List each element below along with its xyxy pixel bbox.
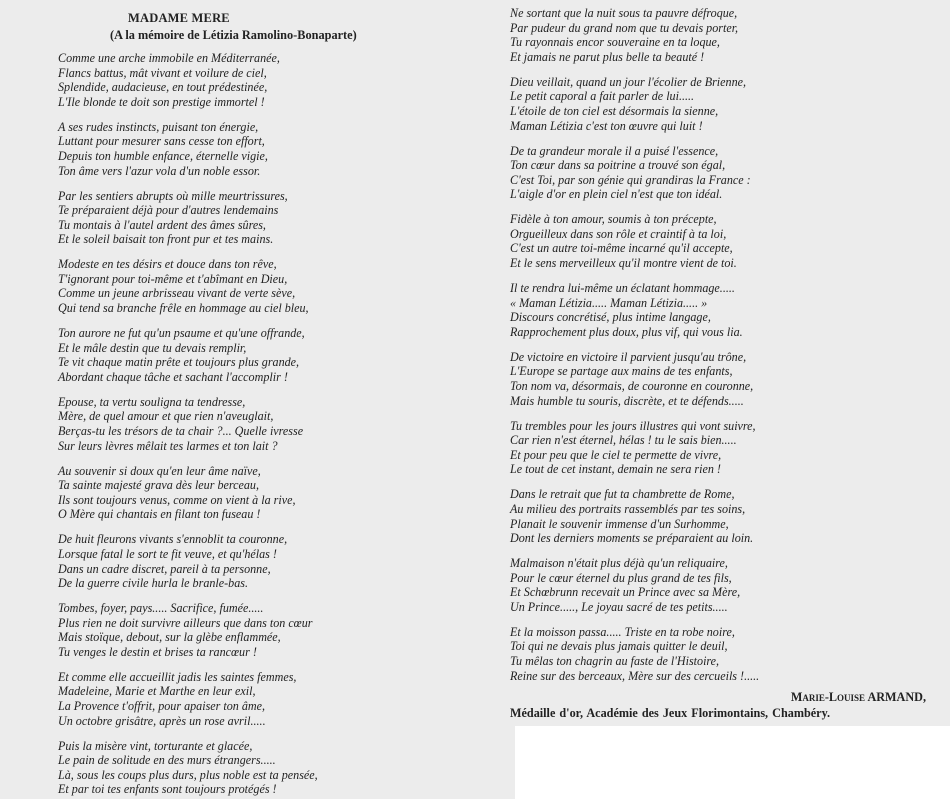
stanza xyxy=(58,257,318,315)
verse-line: Te vit chaque matin prête et toujours plus grande, xyxy=(58,355,300,370)
verse-line: T'ignorant pour toi-même et t'abîmant en Dieu, xyxy=(58,271,288,286)
verse-line: Ils sont toujours venus, comme on vient à la rive, xyxy=(58,492,296,507)
verse-line: Tu montais à l'autel ardent des âmes sûres, xyxy=(58,217,266,232)
verse-line: Flancs battus, mât vivant et voilure de ciel, xyxy=(58,65,267,80)
verse-line: Tombes, foyer, pays..... Sacrifice, fumée..... xyxy=(58,601,264,616)
verse-line: Ne sortant que la nuit sous ta pauvre défroque, xyxy=(510,6,738,20)
verse-line: Par les sentiers abrupts où mille meurtrissures, xyxy=(58,188,288,203)
verse-line: C'est Toi, par son génie qui grandiras la France : xyxy=(510,172,751,187)
verse-line: Et par toi tes enfants sont toujours protégés ! xyxy=(58,782,277,797)
stanza xyxy=(510,419,940,477)
verse-line: Toi qui ne devais plus jamais quitter le deuil, xyxy=(510,639,728,654)
verse-line: Dieu veillait, quand un jour l'écolier de Brienne, xyxy=(510,74,747,89)
verse-line: Mère, de quel amour et que rien n'aveuglait, xyxy=(58,409,274,424)
verse-line: Berças-tu les trésors de ta chair ?... Quelle ivresse xyxy=(58,424,304,439)
verse-line: Splendide, audacieuse, en tout prédestinée, xyxy=(58,80,268,95)
verse-line: L'Europe se partage aux mains de tes enfants, xyxy=(510,364,733,379)
verse-line: Car rien n'est éternel, hélas ! tu le sais bien..... xyxy=(510,433,737,448)
stanza xyxy=(510,144,940,202)
verse-line: Au souvenir si doux qu'en leur âme naïve, xyxy=(58,463,261,478)
verse-line: Sur leurs lèvres mêlait tes larmes et ton lait ? xyxy=(58,438,278,453)
verse-line: Et pour peu que le ciel te permette de vivre, xyxy=(510,447,722,462)
verse-line: Un Prince....., Le joyau sacré de tes petits..... xyxy=(510,599,728,614)
verse-line: L'Ile blonde te doit son prestige immortel ! xyxy=(58,94,265,109)
poem-title: MADAME MERE xyxy=(128,11,230,25)
stanza xyxy=(510,350,940,408)
verse-line: Maman Létizia c'est ton œuvre qui luit ! xyxy=(510,118,703,133)
left-stanzas xyxy=(58,51,318,799)
stanza xyxy=(510,556,940,614)
verse-line: De victoire en victoire il parvient jusqu'au trône, xyxy=(510,349,747,364)
verse-line: Planait le souvenir immense d'un Surhomme, xyxy=(510,516,729,531)
verse-line: Dans un cadre discret, pareil à ta personne, xyxy=(58,561,271,576)
stanza xyxy=(58,532,318,590)
verse-line: Rapprochement plus doux, plus vif, qui vous lia. xyxy=(510,324,743,339)
verse-line: Fidèle à ton amour, soumis à ton précepte, xyxy=(510,212,717,227)
verse-line: Et la moisson passa..... Triste en ta robe noire, xyxy=(510,624,735,639)
verse-line: C'est un autre toi-même incarné qu'il accepte, xyxy=(510,241,733,256)
right-column xyxy=(510,6,940,720)
verse-line: Depuis ton humble enfance, éternelle vigie, xyxy=(58,148,268,163)
stanza xyxy=(58,120,318,178)
stanza xyxy=(58,601,318,659)
verse-line: Lorsque fatal le sort te fit veuve, et qu'hélas ! xyxy=(58,546,277,561)
verse-line: Mais stoïque, debout, sur la glèbe enflammée, xyxy=(58,630,281,645)
verse-line: Et comme elle accueillit jadis les saintes femmes, xyxy=(58,669,297,684)
stanza xyxy=(510,75,940,133)
verse-line: « Maman Létizia..... Maman Létizia..... » xyxy=(510,295,708,310)
stanza xyxy=(510,281,940,339)
verse-line: De la guerre civile hurla le branle-bas. xyxy=(58,576,248,591)
verse-line: Mais humble tu souris, discrète, et te défends..... xyxy=(510,393,744,408)
stanza xyxy=(58,739,318,797)
right-stanzas xyxy=(510,6,940,683)
verse-line: O Mère qui chantais en filant ton fuseau ! xyxy=(58,507,261,522)
verse-line: L'étoile de ton ciel est désormais la sienne, xyxy=(510,103,719,118)
verse-line: Plus rien ne doit survivre ailleurs que dans ton cœur xyxy=(58,615,313,630)
verse-line: Et jamais ne parut plus belle ta beauté ! xyxy=(510,49,705,64)
verse-line: Tu venges le destin et brises ta rancœur ! xyxy=(58,644,257,659)
verse-line: Luttant pour mesurer sans cesse ton effort, xyxy=(58,134,265,149)
verse-line: Par pudeur du grand nom que tu devais porter, xyxy=(510,20,739,35)
verse-line: La Provence t'offrit, pour apaiser ton âme, xyxy=(58,699,266,714)
verse-line: Et le soleil baisait ton front pur et tes mains. xyxy=(58,232,274,247)
signature-block xyxy=(510,689,940,721)
verse-line: Comme une arche immobile en Méditerranée, xyxy=(58,51,280,65)
verse-line: Et le mâle destin que tu devais remplir, xyxy=(58,340,247,355)
verse-line: Pour le cœur éternel du plus grand de tes fils, xyxy=(510,570,732,585)
stanza xyxy=(58,189,318,247)
stanza xyxy=(58,670,318,728)
poem-dedication: (A la mémoire de Létizia Ramolino-Bonaparte) xyxy=(110,28,357,42)
verse-line: Discours concrétisé, plus intime langage, xyxy=(510,310,711,325)
verse-line: Comme un jeune arbrisseau vivant de verte sève, xyxy=(58,286,296,301)
verse-line: Reine sur des berceaux, Mère sur des cercueils !..... xyxy=(510,668,760,683)
stanza xyxy=(58,395,318,453)
verse-line: Orgueilleux dans son rôle et craintif à ta loi, xyxy=(510,226,727,241)
verse-line: Tu trembles pour les jours illustres qui vont suivre, xyxy=(510,418,756,433)
verse-line: Ton âme vers l'azur vola d'un noble essor. xyxy=(58,163,261,178)
verse-line: Il te rendra lui-même un éclatant hommage..... xyxy=(510,281,735,296)
verse-line: Le petit caporal a fait parler de lui..... xyxy=(510,89,695,104)
verse-line: Epouse, ta vertu souligna ta tendresse, xyxy=(58,394,246,409)
verse-line: Là, sous les coups plus durs, plus noble est ta pensée, xyxy=(58,767,318,782)
stanza xyxy=(58,326,318,384)
verse-line: De huit fleurons vivants s'ennoblit ta couronne, xyxy=(58,532,288,547)
verse-line: Un octobre grisâtre, après un rose avril..... xyxy=(58,713,266,728)
verse-line: L'aigle d'or en plein ciel n'est que ton idéal. xyxy=(510,187,723,202)
verse-line: Ton nom va, désormais, de couronne en couronne, xyxy=(510,379,754,394)
stanza xyxy=(58,51,318,109)
verse-line: Tu mêlas ton chagrin au faste de l'Histoire, xyxy=(510,654,720,669)
verse-line: Le tout de cet instant, demain ne sera rien ! xyxy=(510,462,721,477)
verse-line: Ton aurore ne fut qu'un psaume et qu'une offrande, xyxy=(58,326,305,341)
verse-line: Dont les derniers moments se préparaient au loin. xyxy=(510,531,754,546)
verse-line: Ta sainte majesté grava dès leur berceau, xyxy=(58,478,259,493)
verse-line: Et le sens merveilleux qu'il montre vient de toi. xyxy=(510,256,737,271)
stanza xyxy=(510,6,940,64)
verse-line: A ses rudes instincts, puisant ton énergie, xyxy=(58,119,259,134)
stanza xyxy=(510,487,940,545)
stanza xyxy=(510,212,940,270)
verse-line: Puis la misère vint, torturante et glacée, xyxy=(58,738,253,753)
stanza xyxy=(58,464,318,522)
verse-line: De ta grandeur morale il a puisé l'essence, xyxy=(510,143,719,158)
verse-line: Ton cœur dans sa poitrine a trouvé son égal, xyxy=(510,158,726,173)
verse-line: Abordant chaque tâche et sachant l'accomplir ! xyxy=(58,369,288,384)
verse-line: Qui tend sa branche frêle en hommage au ciel bleu, xyxy=(58,301,309,316)
verse-line: Tu rayonnais encor souveraine en ta loque, xyxy=(510,35,720,50)
verse-line: Te préparaient déjà pour d'autres lendemains xyxy=(58,203,279,218)
verse-line: Le pain de solitude en des murs étrangers..... xyxy=(58,753,276,768)
verse-line: Madeleine, Marie et Marthe en leur exil, xyxy=(58,684,256,699)
blank-margin xyxy=(515,726,950,799)
stanza xyxy=(510,625,940,683)
verse-line: Modeste en tes désirs et douce dans ton rêve, xyxy=(58,257,277,272)
verse-line: Et Schœbrunn recevait un Prince avec sa Mère, xyxy=(510,585,741,600)
author-name: Marie-Louise ARMAND, xyxy=(790,690,926,704)
verse-line: Au milieu des portraits rassemblés par tes soins, xyxy=(510,501,746,516)
verse-line: Dans le retrait que fut ta chambrette de Rome, xyxy=(510,487,735,502)
author-affiliation: Médaille d'or, Académie des Jeux Florimontains, Chambéry. xyxy=(510,706,831,720)
verse-line: Malmaison n'était plus déjà qu'un reliquaire, xyxy=(510,556,728,571)
